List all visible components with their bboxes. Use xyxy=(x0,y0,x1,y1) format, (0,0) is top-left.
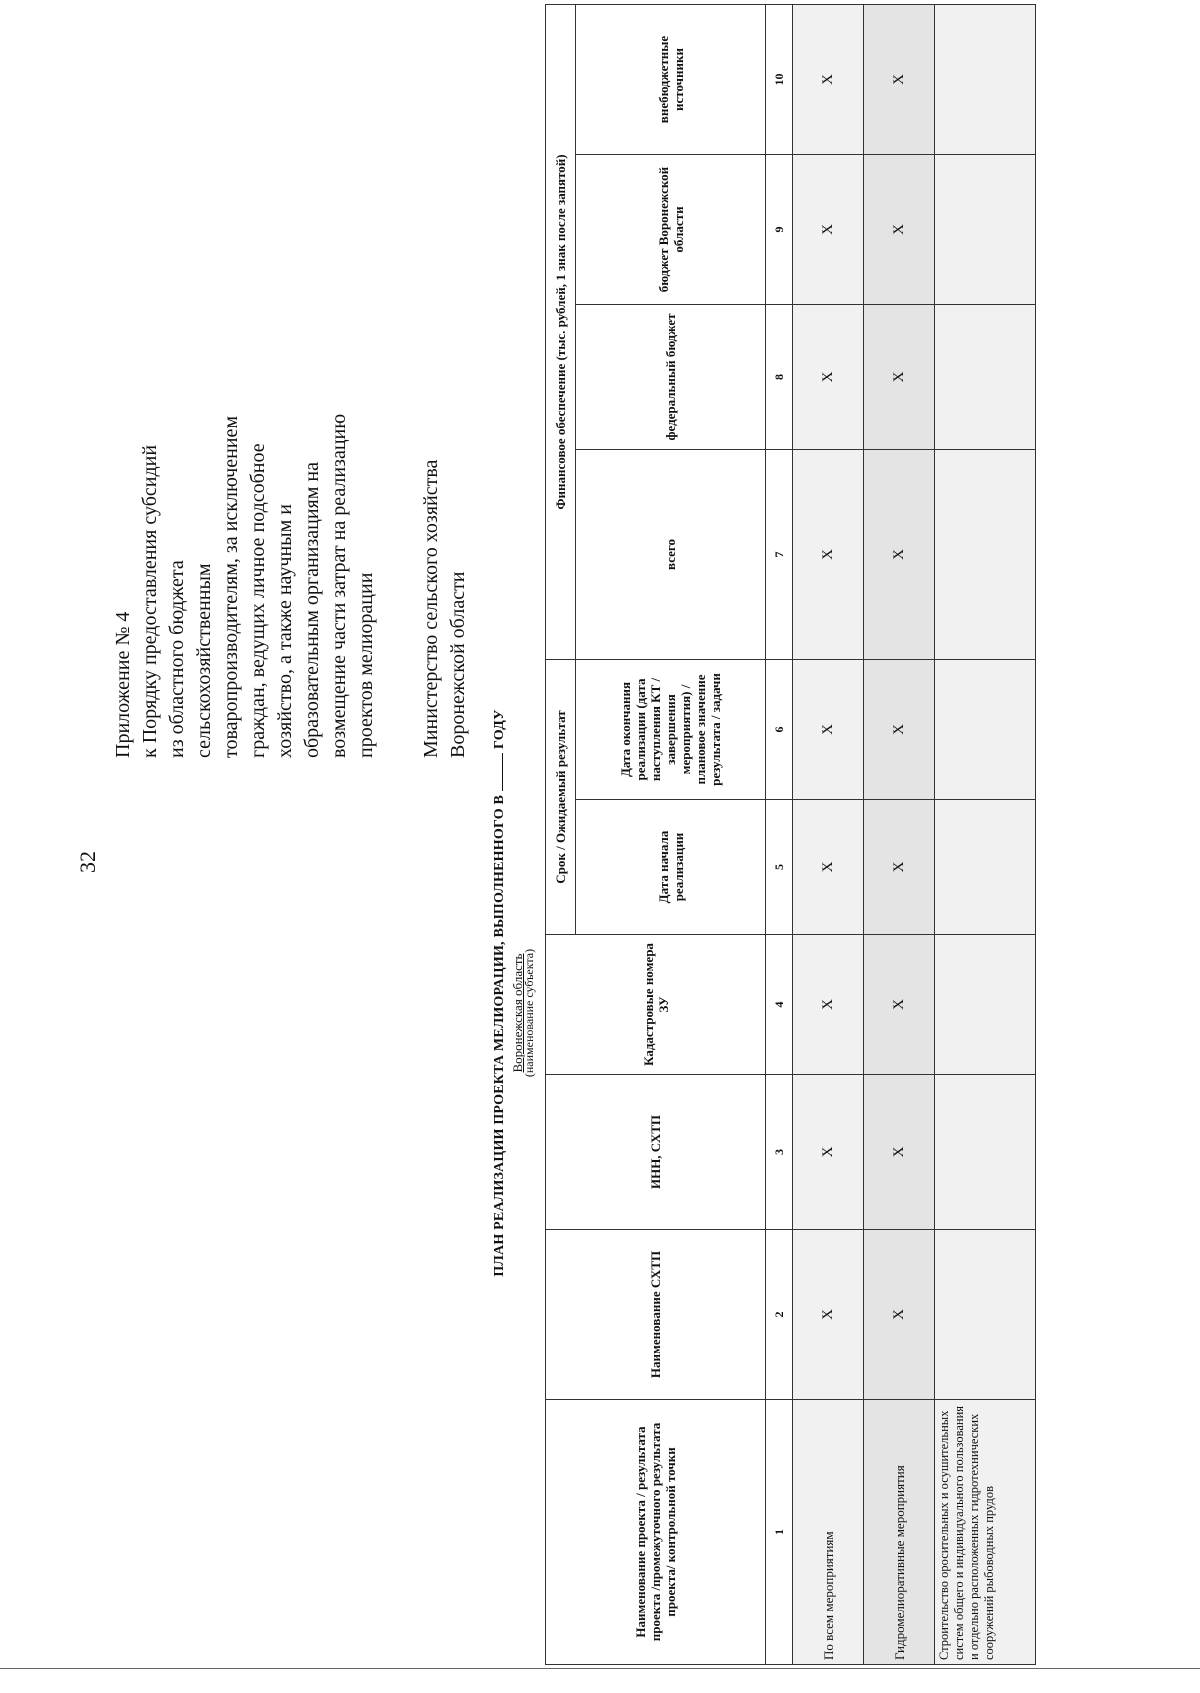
header-cadastral-numbers: Кадастровые номера ЗУ xyxy=(546,935,766,1075)
table-cell: Х xyxy=(793,5,864,155)
title-text: ПЛАН РЕАЛИЗАЦИИ ПРОЕКТА МЕЛИОРАЦИИ, ВЫПОЛНЕННОГО В xyxy=(492,794,507,1277)
row-label: Строительство оросительных и осушительных систем общего и индивидуального пользования и отдельно расположенных гидротехнических сооружений рыбоводных прудов xyxy=(935,1400,1036,1665)
table-cell: Х xyxy=(864,1230,935,1400)
document-title xyxy=(492,543,508,1443)
column-number: 3 xyxy=(766,1075,793,1230)
table-cell: Х xyxy=(793,1075,864,1230)
appendix-line: граждан, ведущих личное подсобное xyxy=(247,443,269,758)
table-cell xyxy=(935,450,1036,660)
header-finance-group: Финансовое обеспечение (тыс. рублей, 1 знак после запятой) xyxy=(546,5,576,660)
table-cell xyxy=(935,305,1036,450)
table-cell xyxy=(935,800,1036,935)
addressee-line: Воронежской области xyxy=(447,571,469,758)
header-federal-budget: федеральный бюджет xyxy=(576,305,766,450)
plan-table xyxy=(545,4,1036,1665)
column-number: 10 xyxy=(766,5,793,155)
column-number: 9 xyxy=(766,155,793,305)
column-number: 1 xyxy=(766,1400,793,1665)
appendix-line: Приложение № 4 xyxy=(112,611,134,758)
table-row xyxy=(793,5,864,1665)
table-cell: Х xyxy=(864,660,935,800)
page-number: 32 xyxy=(75,851,100,873)
appendix-block xyxy=(110,198,380,758)
table-cell xyxy=(935,5,1036,155)
row-label: Гидромелиоративные мероприятия xyxy=(864,1400,935,1665)
column-number: 6 xyxy=(766,660,793,800)
table-row xyxy=(935,5,1036,1665)
column-number: 7 xyxy=(766,450,793,660)
table-cell: Х xyxy=(793,800,864,935)
table-cell xyxy=(935,1075,1036,1230)
table-cell xyxy=(935,155,1036,305)
header-inn: ИНН, СХТП xyxy=(546,1075,766,1230)
table-cell xyxy=(935,660,1036,800)
addressee-line: Министерство сельского хозяйства xyxy=(420,459,442,758)
header-extrabudgetary: внебюджетные источники xyxy=(576,5,766,155)
column-number: 8 xyxy=(766,305,793,450)
table-cell: Х xyxy=(864,800,935,935)
header-start-date: Дата начала реализации xyxy=(576,800,766,935)
table-cell: Х xyxy=(864,305,935,450)
appendix-line: возмещение части затрат на реализацию xyxy=(328,413,350,758)
table-cell: Х xyxy=(793,450,864,660)
page-edge-rule xyxy=(0,1668,1200,1669)
header-total: всего xyxy=(576,450,766,660)
column-number-row xyxy=(766,5,793,1665)
header-project-name: Наименование проекта / результата проекта /промежуточного результата проекта/ контрольной точки xyxy=(546,1400,766,1665)
table-header-row xyxy=(546,5,576,1665)
table-cell: Х xyxy=(793,155,864,305)
column-number: 2 xyxy=(766,1230,793,1400)
header-period-group: Срок / Ожидаемый результат xyxy=(546,660,576,935)
table-cell xyxy=(935,1230,1036,1400)
title-suffix: ГОДУ xyxy=(492,709,507,749)
subject-caption: (наименование субъекта) xyxy=(522,948,536,1078)
table-cell: Х xyxy=(864,5,935,155)
year-blank xyxy=(502,753,503,791)
table-cell: Х xyxy=(793,1230,864,1400)
header-company-name: Наименование СХТП xyxy=(546,1230,766,1400)
table-cell: Х xyxy=(793,305,864,450)
row-label: По всем мероприятиям xyxy=(793,1400,864,1665)
header-end-date: Дата окончания реализации (дата наступления КТ / завершения мероприятия) / плановое значение результата / задачи xyxy=(576,660,766,800)
appendix-line: из областного бюджета xyxy=(166,560,188,758)
appendix-line: к Порядку предоставления субсидий xyxy=(139,444,161,758)
table-cell: Х xyxy=(793,935,864,1075)
column-number: 4 xyxy=(766,935,793,1075)
appendix-line: образовательным организациям на xyxy=(301,462,323,758)
appendix-line: сельскохозяйственным xyxy=(193,563,215,758)
addressee-block xyxy=(418,238,472,758)
table-cell: Х xyxy=(864,155,935,305)
appendix-line: хозяйство, а также научным и xyxy=(274,504,296,758)
appendix-line: проектов мелиорации xyxy=(355,572,377,758)
table-row xyxy=(864,5,935,1665)
table-cell: Х xyxy=(864,450,935,660)
subject-name-text: Воронежская область xyxy=(510,953,525,1073)
appendix-line: товаропроизводителям, за исключением xyxy=(220,415,242,758)
table-cell xyxy=(935,935,1036,1075)
table-cell: Х xyxy=(864,1075,935,1230)
table-cell: Х xyxy=(864,935,935,1075)
header-regional-budget: бюджет Воронежской области xyxy=(576,155,766,305)
table-cell: Х xyxy=(793,660,864,800)
column-number: 5 xyxy=(766,800,793,935)
